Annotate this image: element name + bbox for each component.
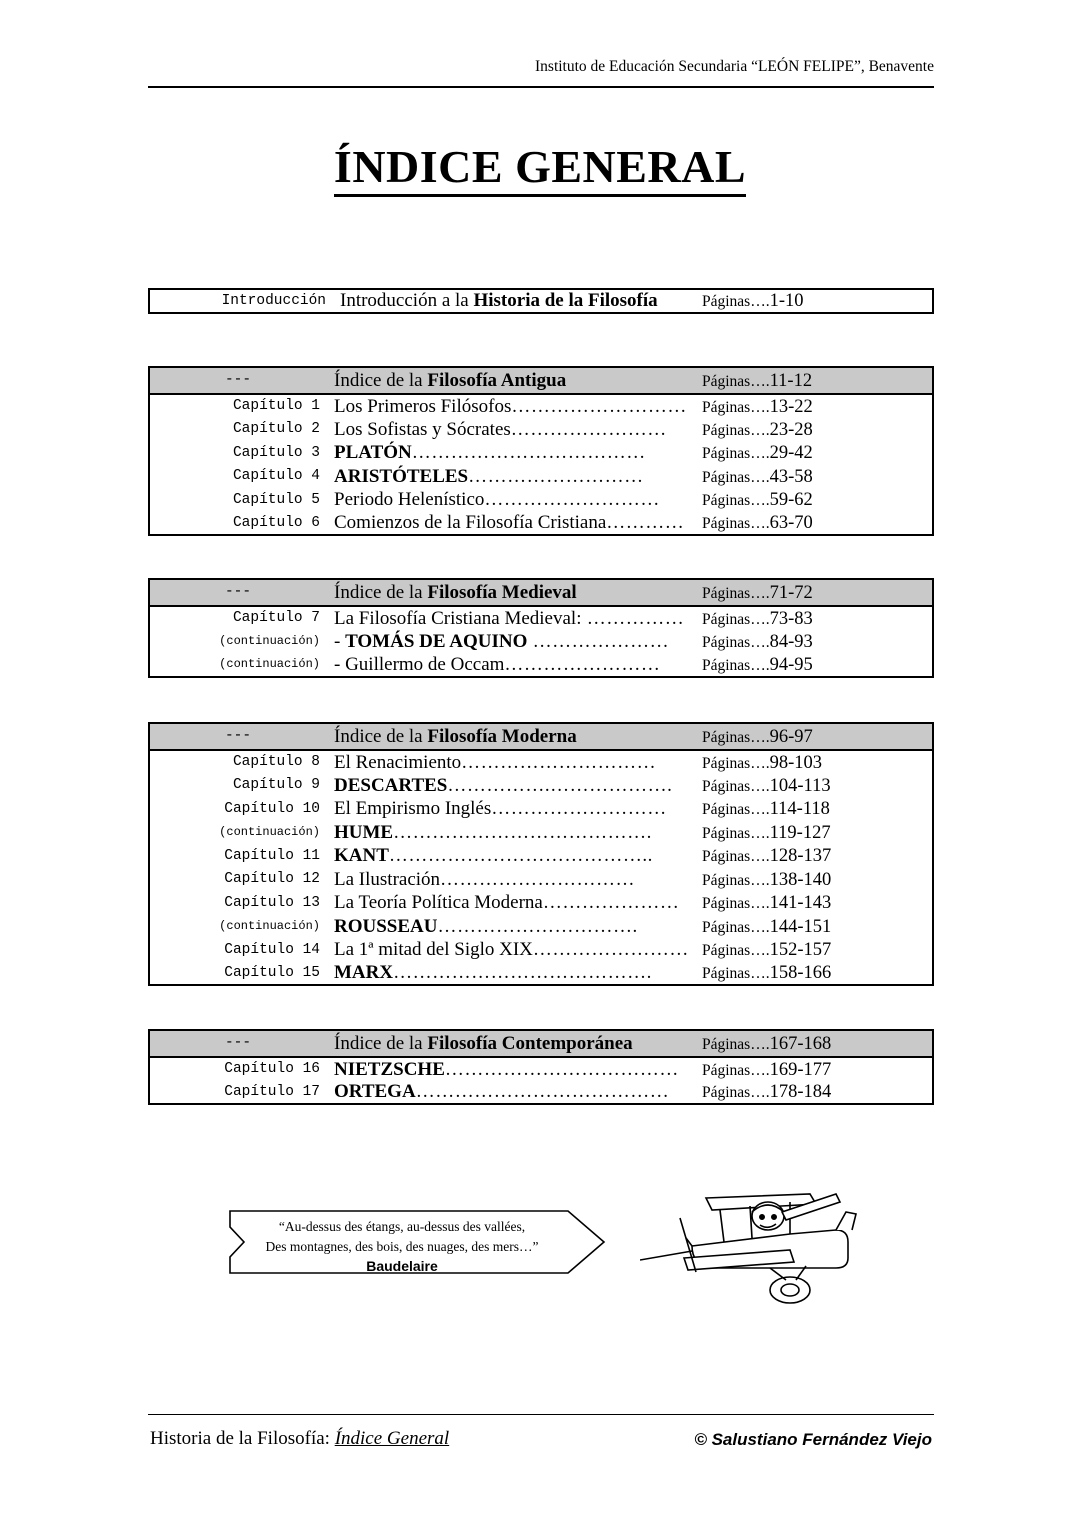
index-table-moderna <box>148 722 934 986</box>
entry-title <box>326 844 700 868</box>
chapter-label: Capítulo 15 <box>224 964 320 981</box>
page-range-value: 11-12 <box>769 370 813 391</box>
chapter-label: --- <box>149 367 326 394</box>
page-title <box>0 140 1080 193</box>
page-range-value: 128-137 <box>769 846 832 866</box>
section-header-row <box>149 367 933 394</box>
entry-title-plain: - <box>334 630 346 652</box>
entry-title-plain: La Ilustración <box>334 868 441 890</box>
leader-dots: ……………………… <box>511 395 687 417</box>
chapter-label: --- <box>149 579 326 606</box>
chapter-label: Capítulo 4 <box>232 468 320 484</box>
page-range-label: Páginas…. <box>702 824 770 842</box>
leader-dots: …………………………………. <box>393 821 652 843</box>
table-row <box>149 868 933 892</box>
page-range <box>700 915 933 939</box>
page-range-label: Páginas…. <box>702 515 770 532</box>
page-range <box>700 394 933 418</box>
table-row <box>149 891 933 915</box>
page-range-value: 94-95 <box>769 654 813 675</box>
page-range <box>700 797 933 821</box>
leader-dots: ………………………………….. <box>388 845 653 867</box>
quote-line-1: “Au-dessus des étangs, au-dessus des vallées, <box>278 1219 526 1234</box>
footer-left-plain: Historia de la Filosofía: <box>150 1428 335 1449</box>
entry-title <box>326 630 700 654</box>
page-range-value: 152-157 <box>769 940 832 960</box>
table-row <box>149 630 933 654</box>
page-header-institution: Instituto de Educación Secundaria “LEÓN FELIPE”, Benavente <box>535 58 934 75</box>
entry-title <box>326 465 700 489</box>
page-range <box>700 891 933 915</box>
chapter-label: Capítulo 13 <box>224 894 320 911</box>
page-range <box>700 868 933 892</box>
page-range-label: Páginas…. <box>702 918 770 936</box>
page-range <box>700 367 933 394</box>
entry-title <box>326 774 700 798</box>
page-range-label: Páginas…. <box>702 777 770 795</box>
page-range <box>700 579 933 606</box>
table-row <box>149 653 933 677</box>
chapter-label: Capítulo 14 <box>224 941 320 958</box>
footer-copyright: © Salustiano Fernández Viejo <box>694 1430 932 1449</box>
entry-title-plain: Los Primeros Filósofos <box>334 395 512 417</box>
chapter-label: Capítulo 17 <box>224 1083 320 1100</box>
table-row <box>149 488 933 512</box>
table-row <box>149 441 933 465</box>
leader-dots: ……………………… <box>484 489 660 511</box>
page-range-value: 98-103 <box>769 752 823 773</box>
page-range-label: Páginas…. <box>702 965 770 982</box>
index-table-introduccion <box>148 288 934 314</box>
page-range-label: Páginas…. <box>702 584 770 602</box>
page-range-label: Páginas…. <box>702 398 770 416</box>
chapter-label: Capítulo 5 <box>232 491 320 508</box>
entry-title-plain: - Guillermo de Occam <box>334 653 505 675</box>
page-range-value: 73-83 <box>769 608 813 629</box>
entry-title-plain: Índice de la <box>334 726 428 747</box>
entry-title <box>326 797 700 821</box>
airplane-illustration-icon <box>640 1172 880 1307</box>
entry-title-bold: Filosofía Antigua <box>427 370 567 391</box>
entry-title <box>326 653 700 677</box>
entry-title-bold: DESCARTES <box>334 774 448 796</box>
page-range-value: 104-113 <box>769 775 831 796</box>
section-header-row <box>149 579 933 606</box>
index-table-contemporanea <box>148 1029 934 1105</box>
page-range-value: 84-93 <box>769 631 813 652</box>
leader-dots: ……………………… <box>468 465 644 487</box>
entry-title-bold: Filosofía Moderna <box>427 726 577 747</box>
table-row <box>149 289 933 313</box>
chapter-label: (continuación) <box>219 919 320 934</box>
entry-title <box>326 868 700 892</box>
table-row <box>149 1057 933 1081</box>
page-range-label: Páginas…. <box>702 1061 770 1079</box>
entry-title <box>326 367 700 394</box>
section-header-row <box>149 723 933 750</box>
page-range-value: 43-58 <box>769 466 813 487</box>
entry-title <box>326 1057 700 1081</box>
page-range-label: Páginas…. <box>702 468 770 486</box>
page-range-value: 71-72 <box>769 582 813 603</box>
table-row <box>149 512 933 536</box>
page-range-label: Páginas…. <box>702 895 770 912</box>
chapter-label: Capítulo 11 <box>224 847 320 864</box>
page-range-label: Páginas…. <box>702 372 770 390</box>
page-range <box>700 750 933 774</box>
chapter-label: Introducción <box>221 292 326 309</box>
page-range <box>700 653 933 677</box>
entry-title-plain: La Teoría Política Moderna <box>334 892 543 914</box>
quote-banner <box>228 1205 608 1279</box>
table-row <box>149 1081 933 1105</box>
page-range-label: Páginas…. <box>702 1084 770 1101</box>
page-range <box>700 418 933 442</box>
entry-title <box>326 723 700 750</box>
chapter-label: (continuación) <box>219 634 320 649</box>
entry-title <box>326 606 700 630</box>
entry-title-bold: Historia de la Filosofía <box>473 290 658 312</box>
quote-text <box>242 1217 562 1276</box>
leader-dots: …………………………………. <box>393 962 652 984</box>
page-range <box>700 723 933 750</box>
table-row <box>149 844 933 868</box>
page-range-value: 141-143 <box>769 893 832 913</box>
entry-title-bold: TOMÁS DE AQUINO <box>345 630 528 652</box>
page-range-value: 119-127 <box>769 822 831 843</box>
entry-title-plain: Periodo Helenístico <box>334 489 485 511</box>
leader-dots: ………………………… <box>440 868 636 890</box>
header-divider <box>148 86 934 88</box>
page-range-label: Páginas…. <box>702 445 770 462</box>
table-row <box>149 394 933 418</box>
chapter-label: Capítulo 7 <box>232 610 320 626</box>
page-range <box>700 606 933 630</box>
chapter-label: --- <box>149 1030 326 1057</box>
page-range-value: 178-184 <box>769 1082 832 1102</box>
chapter-label: --- <box>149 723 326 750</box>
entry-title-bold: MARX <box>334 962 394 984</box>
entry-title-bold: HUME <box>334 821 394 843</box>
chapter-label: (continuación) <box>219 825 320 840</box>
chapter-label: (continuación) <box>219 657 320 672</box>
table-row <box>149 465 933 489</box>
index-table-antigua <box>148 366 934 536</box>
quote-author: Baudelaire <box>366 1258 438 1275</box>
page-range-label: Páginas…. <box>702 848 770 865</box>
table-row <box>149 938 933 962</box>
table-row <box>149 418 933 442</box>
leader-dots: …………………… <box>532 939 689 961</box>
entry-title <box>326 938 700 962</box>
page-range <box>700 774 933 798</box>
table-row <box>149 606 933 630</box>
leader-dots: ………………… <box>527 630 670 652</box>
entry-title <box>326 1030 700 1057</box>
page-range-value: 59-62 <box>769 490 813 510</box>
chapter-label: Capítulo 6 <box>232 514 320 531</box>
page-range <box>700 465 933 489</box>
chapter-label: Capítulo 16 <box>224 1061 320 1077</box>
entry-title <box>326 962 700 986</box>
page-range-value: 169-177 <box>769 1059 832 1080</box>
leader-dots: ………………………………… <box>415 1081 670 1103</box>
entry-title-bold: Filosofía Medieval <box>427 582 577 603</box>
page-range <box>700 289 933 313</box>
chapter-label: Capítulo 3 <box>232 444 320 461</box>
entry-title-bold: ORTEGA <box>334 1081 416 1103</box>
leader-dots: …………………… <box>504 653 661 675</box>
entry-title <box>326 821 700 845</box>
page-range <box>700 488 933 512</box>
chapter-label: Capítulo 8 <box>232 754 320 770</box>
leader-dots: ……………………… <box>491 798 667 820</box>
leader-dots: ……………………………… <box>411 442 646 464</box>
entry-title-plain: La 1ª mitad del Siglo XIX <box>334 939 533 961</box>
table-row <box>149 915 933 939</box>
quote-line-2: Des montagnes, des bois, des nuages, des mers…” <box>265 1238 539 1254</box>
page-range-label: Páginas…. <box>702 656 770 674</box>
leader-dots: ……………………………… <box>444 1058 679 1080</box>
page-range-value: 138-140 <box>769 869 832 890</box>
entry-title-bold: ROUSSEAU <box>334 915 438 937</box>
entry-title-bold: ARISTÓTELES <box>334 465 469 487</box>
entry-title-plain: La Filosofía Cristiana Medieval: <box>334 607 582 629</box>
leader-dots: …………….………………. <box>447 774 673 796</box>
leader-dots: ………………… <box>542 892 680 914</box>
page-range <box>700 1057 933 1081</box>
entry-title-plain: Índice de la <box>334 582 428 603</box>
page-range <box>700 821 933 845</box>
page-range <box>700 630 933 654</box>
chapter-label: Capítulo 1 <box>232 398 320 414</box>
entry-title <box>326 915 700 939</box>
footer-divider <box>148 1414 934 1415</box>
page-range-label: Páginas…. <box>702 801 770 818</box>
entry-title <box>326 394 700 418</box>
entry-title <box>326 512 700 536</box>
entry-title-plain: El Empirismo Inglés <box>334 798 492 820</box>
page-range <box>700 1081 933 1105</box>
entry-title <box>326 418 700 442</box>
page-range-value: 13-22 <box>769 396 813 417</box>
entry-title-plain: Los Sofistas y Sócrates <box>334 418 511 440</box>
index-table-medieval <box>148 578 934 678</box>
page-range-label: Páginas…. <box>702 942 770 959</box>
leader-dots: …………………… <box>510 418 667 440</box>
page-range <box>700 844 933 868</box>
section-header-row <box>149 1030 933 1057</box>
entry-title-plain: Comienzos de la Filosofía Cristiana <box>334 512 607 534</box>
page-range-label: Páginas…. <box>702 492 770 509</box>
page-range <box>700 962 933 986</box>
table-row <box>149 797 933 821</box>
page-range-value: 63-70 <box>769 513 813 533</box>
page-range <box>700 1030 933 1057</box>
page-range-label: Páginas…. <box>702 610 770 628</box>
chapter-label: Capítulo 2 <box>232 421 320 437</box>
page-range <box>700 938 933 962</box>
entry-title-bold: PLATÓN <box>334 442 412 464</box>
page-range-value: 144-151 <box>769 916 832 937</box>
page-range-value: 96-97 <box>769 726 813 747</box>
entry-title-bold: KANT <box>334 845 389 867</box>
chapter-label: Capítulo 9 <box>232 777 320 793</box>
page-range-label: Páginas…. <box>702 1035 770 1053</box>
page-range <box>700 441 933 465</box>
entry-title-plain: El Renacimiento <box>334 751 462 773</box>
entry-title-plain: Introducción a la <box>340 290 474 312</box>
chapter-label: Capítulo 10 <box>224 800 320 817</box>
table-row <box>149 750 933 774</box>
leader-dots: ………… <box>606 512 685 534</box>
page-range <box>700 512 933 536</box>
entry-title <box>326 750 700 774</box>
page-range-value: 167-168 <box>769 1033 832 1054</box>
entry-title-plain: Índice de la <box>334 370 428 391</box>
entry-title <box>326 579 700 606</box>
page-title-text: ÍNDICE GENERAL <box>334 141 746 197</box>
page-range-label: Páginas…. <box>702 633 770 651</box>
entry-title <box>326 1081 700 1105</box>
footer-left-italic: Índice General <box>334 1428 450 1449</box>
page-range-label: Páginas…. <box>702 728 770 746</box>
footer-left <box>150 1428 449 1450</box>
page-range-value: 114-118 <box>769 799 830 819</box>
page-range-value: 158-166 <box>769 963 832 983</box>
leader-dots: ………………………… <box>461 751 657 773</box>
entry-title-plain: Índice de la <box>334 1033 428 1054</box>
page-range-value: 23-28 <box>769 419 813 440</box>
entry-title <box>326 441 700 465</box>
entry-title-bold: Filosofía Contemporánea <box>427 1033 633 1054</box>
chapter-label: Capítulo 12 <box>224 871 320 887</box>
leader-dots: …………………………. <box>437 915 638 937</box>
entry-title <box>326 488 700 512</box>
page-range-value: 29-42 <box>769 443 813 463</box>
table-row <box>149 821 933 845</box>
entry-title <box>332 289 700 313</box>
leader-dots: …………… <box>581 607 685 629</box>
table-row <box>149 962 933 986</box>
page-range-label: Páginas…. <box>702 293 770 310</box>
page-range-label: Páginas…. <box>702 871 770 889</box>
page-range-value: 1-10 <box>769 291 804 311</box>
entry-title-bold: NIETZSCHE <box>334 1058 445 1080</box>
page-range-label: Páginas…. <box>702 754 770 772</box>
table-row <box>149 774 933 798</box>
page-range-label: Páginas…. <box>702 421 770 439</box>
entry-title <box>326 891 700 915</box>
